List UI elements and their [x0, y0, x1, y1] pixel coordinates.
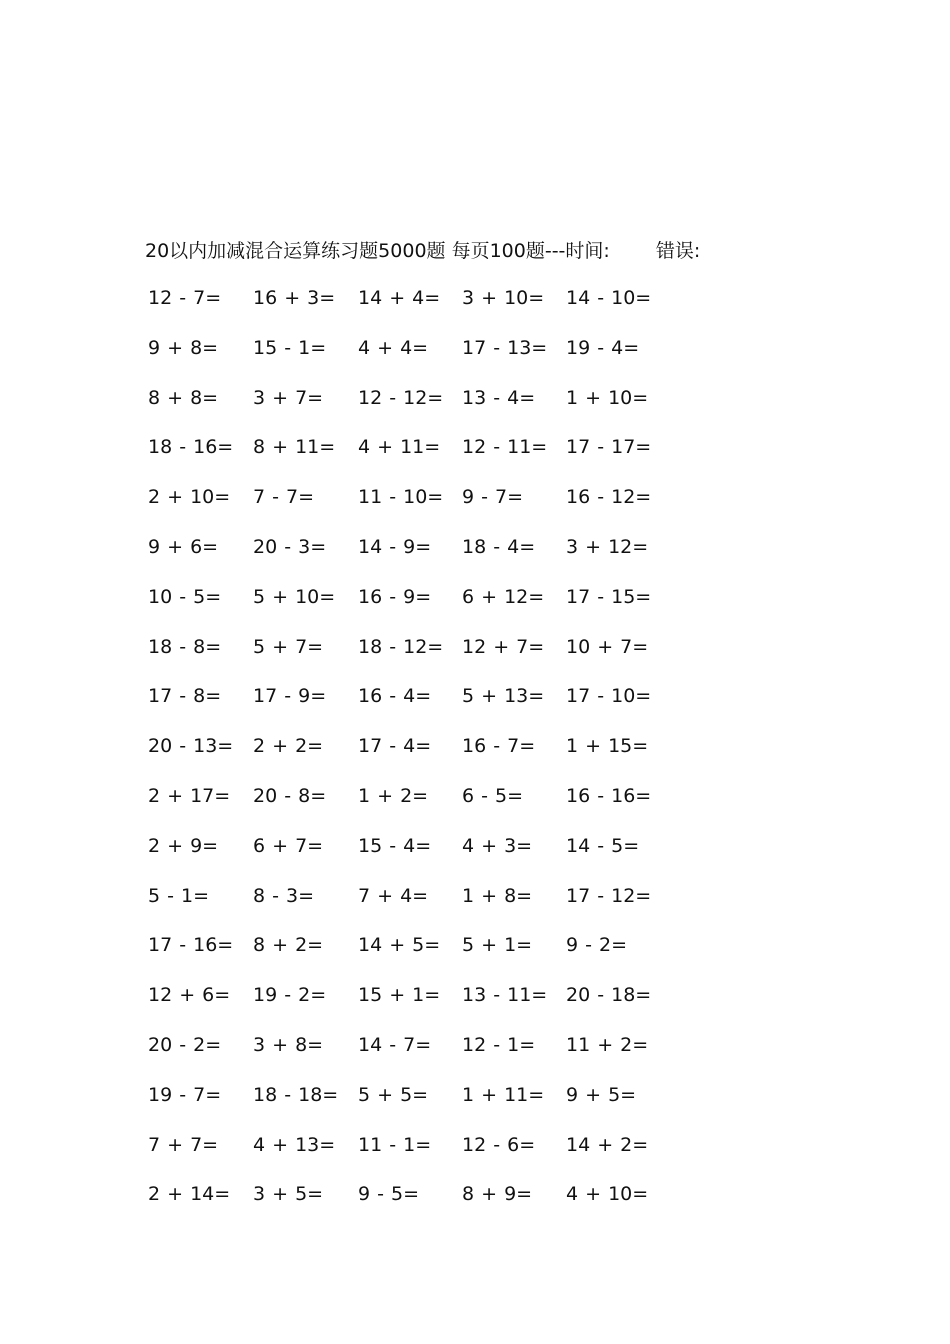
problem-item: 17 - 17= — [566, 436, 652, 459]
problem-item: 20 - 13= — [148, 735, 234, 758]
problem-item: 18 - 8= — [148, 635, 222, 658]
problem-item: 1 + 2= — [358, 784, 429, 807]
problem-item: 18 - 18= — [253, 1083, 339, 1106]
problem-item: 14 - 7= — [358, 1033, 432, 1056]
problem-item: 17 - 13= — [462, 336, 548, 359]
problem-item: 14 + 2= — [566, 1133, 649, 1156]
problem-row — [140, 583, 680, 633]
errors-label: 错误: — [655, 240, 701, 262]
problem-row — [140, 483, 680, 533]
problem-item: 13 - 11= — [462, 984, 548, 1007]
problem-item: 14 + 4= — [358, 287, 441, 309]
problem-item: 4 + 3= — [462, 834, 533, 857]
problem-row — [140, 732, 680, 782]
problem-item: 17 - 8= — [148, 685, 222, 708]
problem-item: 14 - 5= — [566, 834, 640, 857]
problem-row — [140, 433, 680, 483]
problem-item: 8 + 9= — [462, 1183, 533, 1206]
problem-item: 14 + 5= — [358, 934, 441, 957]
problem-item: 17 - 9= — [253, 685, 327, 708]
problem-row — [140, 682, 680, 732]
problem-row — [140, 1131, 680, 1181]
problem-item: 6 + 7= — [253, 834, 324, 857]
problem-item: 1 + 10= — [566, 386, 649, 409]
problem-item: 8 - 3= — [253, 884, 315, 907]
problem-item: 16 - 7= — [462, 735, 536, 758]
problem-item: 10 + 7= — [566, 635, 649, 658]
problem-row — [140, 782, 680, 832]
problem-item: 4 + 11= — [358, 436, 441, 459]
problem-item: 20 - 3= — [253, 535, 327, 558]
problem-row — [140, 882, 680, 932]
problem-item: 12 - 12= — [358, 386, 444, 409]
problem-item: 14 - 10= — [566, 287, 652, 309]
problem-item: 15 - 4= — [358, 834, 432, 857]
problem-item: 16 + 3= — [253, 287, 336, 309]
problem-item: 11 - 10= — [358, 486, 444, 509]
problem-item: 13 - 4= — [462, 386, 536, 409]
problem-row — [140, 633, 680, 683]
problem-row — [140, 1081, 680, 1131]
problem-row — [140, 832, 680, 882]
problem-item: 14 - 9= — [358, 535, 432, 558]
problem-item: 19 - 7= — [148, 1083, 222, 1106]
problem-item: 16 - 12= — [566, 486, 652, 509]
problem-row — [140, 284, 680, 334]
problem-item: 16 - 9= — [358, 585, 432, 608]
problem-item: 20 - 2= — [148, 1033, 222, 1056]
problem-item: 12 - 11= — [462, 436, 548, 459]
problem-item: 18 - 4= — [462, 535, 536, 558]
problem-item: 1 + 8= — [462, 884, 533, 907]
problem-row — [140, 931, 680, 981]
problem-item: 3 + 7= — [253, 386, 324, 409]
problem-item: 6 + 12= — [462, 585, 545, 608]
problem-row — [140, 334, 680, 384]
problem-item: 9 + 5= — [566, 1083, 637, 1106]
problem-item: 9 - 5= — [358, 1183, 420, 1206]
problem-item: 5 + 10= — [253, 585, 336, 608]
problem-item: 1 + 15= — [566, 735, 649, 758]
problem-row — [140, 1031, 680, 1081]
problem-item: 2 + 9= — [148, 834, 219, 857]
problem-item: 18 - 16= — [148, 436, 234, 459]
problem-item: 12 - 1= — [462, 1033, 536, 1056]
worksheet-title: 20以内加减混合运算练习题5000题 每页100题---时间: — [145, 240, 610, 262]
problem-item: 16 - 16= — [566, 784, 652, 807]
problem-item: 4 + 4= — [358, 336, 429, 359]
problem-item: 8 + 11= — [253, 436, 336, 459]
problem-item: 5 + 5= — [358, 1083, 429, 1106]
problem-item: 15 - 1= — [253, 336, 327, 359]
problem-item: 4 + 10= — [566, 1183, 649, 1206]
problem-item: 16 - 4= — [358, 685, 432, 708]
problem-item: 11 - 1= — [358, 1133, 432, 1156]
problem-item: 3 + 8= — [253, 1033, 324, 1056]
problem-item: 12 - 6= — [462, 1133, 536, 1156]
problem-item: 20 - 18= — [566, 984, 652, 1007]
problem-item: 8 + 8= — [148, 386, 219, 409]
problem-item: 19 - 4= — [566, 336, 640, 359]
problem-item: 12 - 7= — [148, 287, 222, 309]
problem-item: 6 - 5= — [462, 784, 524, 807]
problem-item: 12 + 7= — [462, 635, 545, 658]
problem-item: 2 + 10= — [148, 486, 231, 509]
problem-item: 17 - 12= — [566, 884, 652, 907]
problem-item: 17 - 4= — [358, 735, 432, 758]
problem-row — [140, 981, 680, 1031]
problem-item: 3 + 5= — [253, 1183, 324, 1206]
problem-item: 17 - 16= — [148, 934, 234, 957]
problem-item: 7 + 4= — [358, 884, 429, 907]
problem-item: 5 + 13= — [462, 685, 545, 708]
problem-item: 5 + 7= — [253, 635, 324, 658]
problem-item: 4 + 13= — [253, 1133, 336, 1156]
problem-item: 12 + 6= — [148, 984, 231, 1007]
problem-item: 20 - 8= — [253, 784, 327, 807]
problem-item: 9 + 6= — [148, 535, 219, 558]
problem-row — [140, 384, 680, 434]
problem-item: 9 - 7= — [462, 486, 524, 509]
problem-item: 9 + 8= — [148, 336, 219, 359]
problem-item: 10 - 5= — [148, 585, 222, 608]
problem-item: 11 + 2= — [566, 1033, 649, 1056]
problem-item: 7 + 7= — [148, 1133, 219, 1156]
problem-item: 19 - 2= — [253, 984, 327, 1007]
problem-item: 2 + 14= — [148, 1183, 231, 1206]
problem-row — [140, 533, 680, 583]
problem-item: 8 + 2= — [253, 934, 324, 957]
problem-item: 2 + 17= — [148, 784, 231, 807]
problem-item: 3 + 12= — [566, 535, 649, 558]
problem-item: 9 - 2= — [566, 934, 628, 957]
problem-item: 15 + 1= — [358, 984, 441, 1007]
problem-item: 2 + 2= — [253, 735, 324, 758]
problem-grid — [140, 284, 680, 1230]
problem-item: 5 + 1= — [462, 934, 533, 957]
problem-item: 7 - 7= — [253, 486, 315, 509]
problem-item: 1 + 11= — [462, 1083, 545, 1106]
problem-item: 17 - 10= — [566, 685, 652, 708]
problem-item: 5 - 1= — [148, 884, 210, 907]
problem-row — [140, 1180, 680, 1230]
problem-item: 3 + 10= — [462, 287, 545, 309]
problem-item: 17 - 15= — [566, 585, 652, 608]
worksheet-header — [145, 236, 700, 263]
problem-item: 18 - 12= — [358, 635, 444, 658]
